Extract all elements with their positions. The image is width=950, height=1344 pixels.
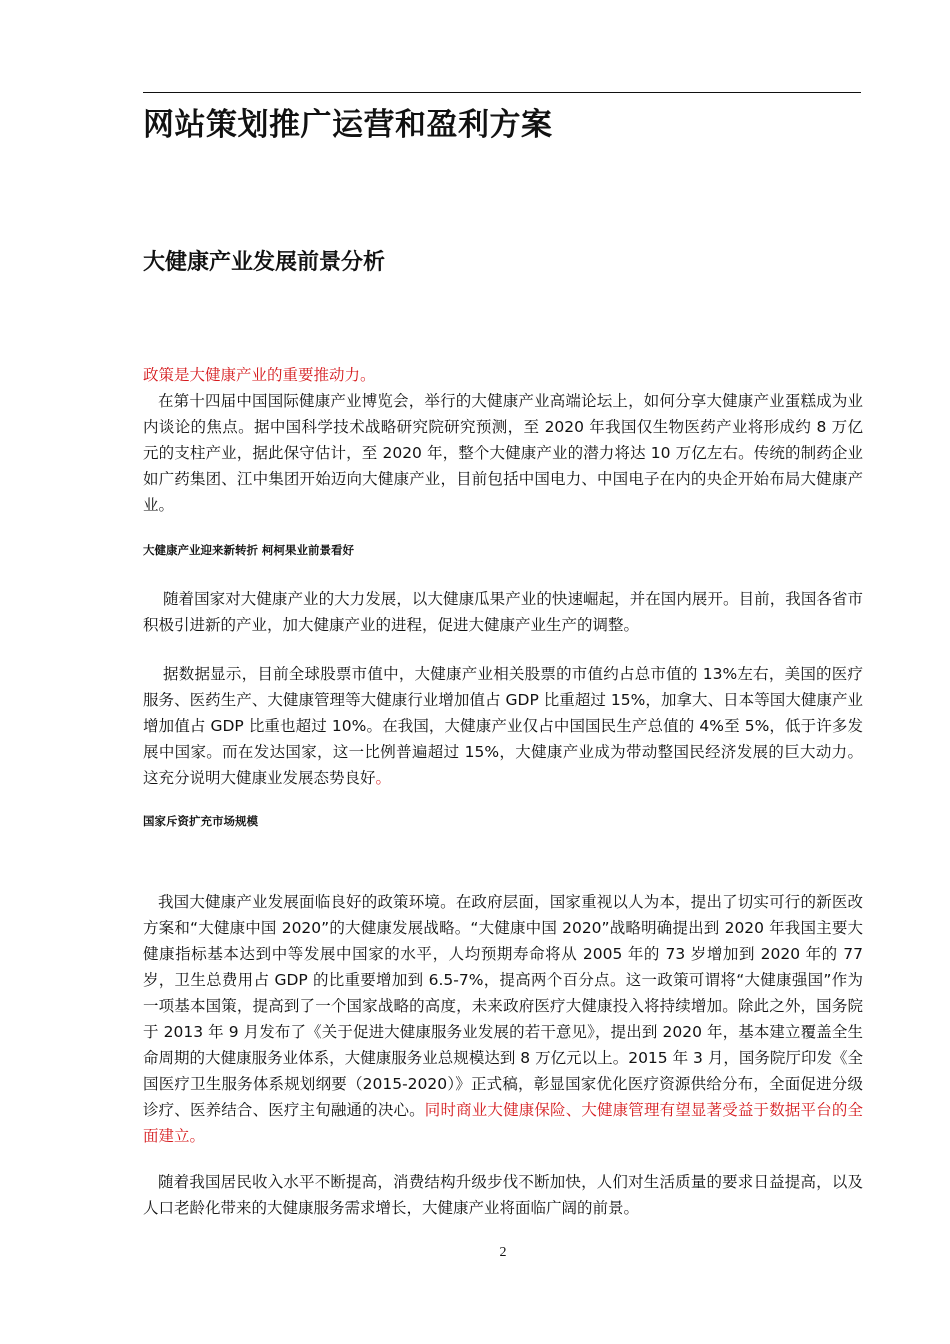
top-rule xyxy=(143,92,861,93)
market-paragraph-1-text: 我国大健康产业发展面临良好的政策环境。在政府层面，国家重视以人为本，提出了切实可行的新医改方案和“大健康中国 2020”的大健康发展战略。“大健康中国 2020”战略明确提出到 2020 年我国主要大健康指标基本达到中等发展中国家的水平，人均预期寿命将从 2005 年的 73 岁增加到 2020 年的 77 岁，卫生总费用占 GDP 的比重要增加到 6.5-7%，提高两个百分点。这一政策可谓将“大健康强国”作为一项基本国策，提高到了一个国家战略的高度，未来政府医疗大健康投入将持续增加。除此之外，国务院于 2013 年 9 月发布了《关于促进大健康服务业发展的若干意见》，提出到 2020 年，基本建立覆盖全生命周期的大健康服务业体系，大健康服务业总规模达到 8 万亿元以上。2015 年 3 月，国务院厅印发《全国医疗卫生服务体系规划纲要（2015-2020）》正式稿，彰显国家优化医疗资源供给分布，全面促进分级诊疗、医养结合、医疗主旬融通的决心。 xyxy=(143,893,863,1119)
market-paragraph-1 xyxy=(143,889,863,1149)
market-paragraph-1-highlight: 同时商业大健康保险、大健康管理有望显著受益于数据平台的全面建立。 xyxy=(143,1101,863,1145)
turning-point-heading: 大健康产业迎来新转折 柯柯果业前景看好 xyxy=(143,543,355,557)
turning-point-paragraph-2-end: 。 xyxy=(375,769,392,787)
turning-point-paragraph-1: 随着国家对大健康产业的大力发展，以大健康瓜果产业的快速崛起，并在国内展开。目前，我国各省市积极引进新的产业，加大健康产业的进程，促进大健康产业生产的调整。 xyxy=(143,590,863,634)
policy-paragraph: 在第十四届中国国际健康产业博览会，举行的大健康产业高端论坛上，如何分享大健康产业蛋糕成为业内谈论的焦点。据中国科学技术战略研究院研究预测，至 2020 年我国仅生物医药产业将形成约 8 万亿元的支柱产业，据此保守估计，至 2020 年，整个大健康产业的潜力将达 10 万亿左右。传统的制药企业如广药集团、江中集团开始迈向大健康产业，目前包括中国电力、中国电子在内的央企开始布局大健康产业。 xyxy=(143,392,863,514)
market-heading: 国家斥资扩充市场规模 xyxy=(143,814,258,828)
policy-heading: 政策是大健康产业的重要推动力。 xyxy=(143,366,376,384)
turning-point-paragraph-2-text: 据数据显示，目前全球股票市值中，大健康产业相关股票的市值约占总市值的 13%左右，美国的医疗服务、医药生产、大健康管理等大健康行业增加值占 GDP 比重超过 15%，加拿大、日本等国大健康产业增加值占 GDP 比重也超过 10%。在我国，大健康产业仅占中国国民生产总值的 4%至 5%，低于许多发展中国家。而在发达国家，这一比例普遍超过 15%，大健康产业成为带动整国民经济发展的巨大动力。这充分说明大健康业发展态势良好 xyxy=(143,665,863,787)
page-number: 2 xyxy=(499,1245,507,1260)
turning-point-paragraph-2 xyxy=(143,661,863,791)
section-title: 大健康产业发展前景分析 xyxy=(143,250,386,275)
document-title: 网站策划推广运营和盈利方案 xyxy=(143,107,553,143)
market-paragraph-2: 随着我国居民收入水平不断提高，消费结构升级步伐不断加快，人们对生活质量的要求日益提高，以及人口老龄化带来的大健康服务需求增长，大健康产业将面临广阔的前景。 xyxy=(143,1173,863,1217)
